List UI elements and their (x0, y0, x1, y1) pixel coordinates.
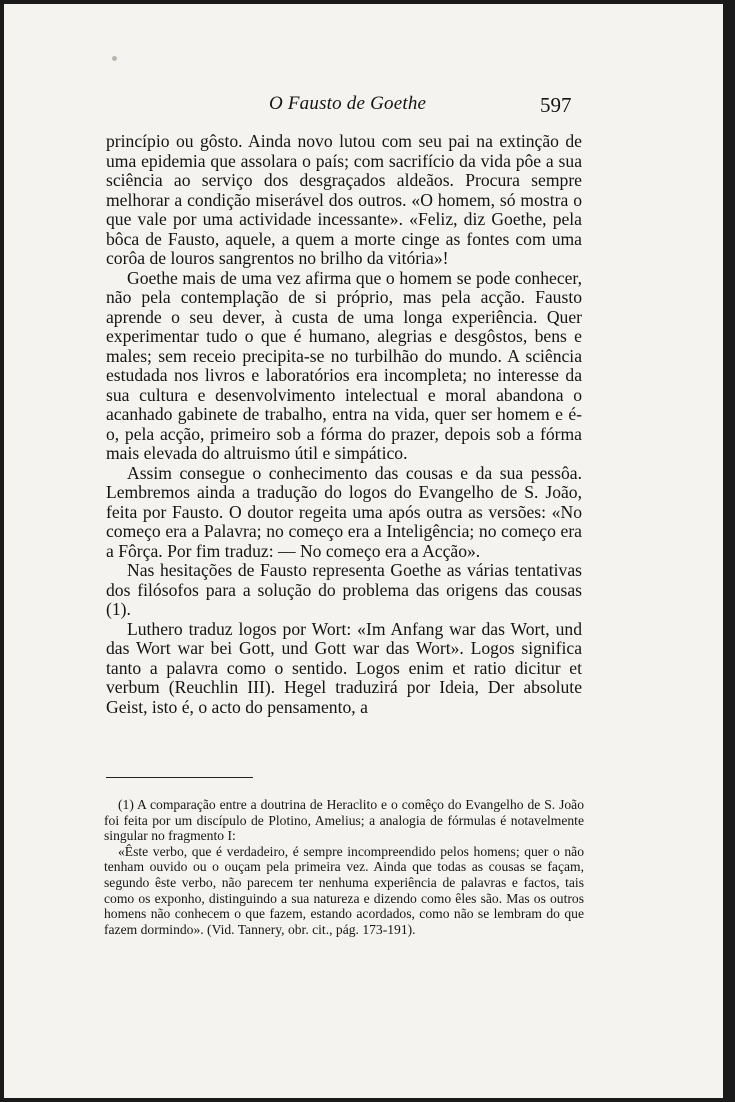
footnote: (1) A comparação entre a doutrina de Heraclito e o comêço do Evangelho de S. João foi feita por um discípulo de Plotino, Amelius; a analogia de fórmulas é notavelmente singular no fragmento I: (104, 797, 584, 844)
running-title: O Fausto de Goethe (269, 93, 427, 114)
running-head (0, 93, 735, 119)
paper-speck (112, 56, 117, 61)
paragraph: Goethe mais de uma vez afirma que o homem se pode conhecer, não pela contemplação de si próprio, mas pela acção. Fausto aprende o seu dever, à custa de uma longa experiência. Quer experimentar tudo o que é humano, alegrias e desgôstos, bens e males; sem receio precipita-se no turbilhão do mundo. A sciência estudada nos livros e laboratórios era incompleta; no interesse da sua cultura e desenvolvimento intelectual e moral abandona o acanhado gabinete de trabalho, entra na vida, quer ser homem e é-o, pela acção, primeiro sob a fórma do prazer, depois sob a fórma mais elevada do altruismo útil e simpático. (106, 267, 582, 463)
footnotes (104, 797, 584, 937)
footnote-rule (106, 777, 253, 778)
paragraph: Nas hesitações de Fausto representa Goethe as várias tentativas dos filósofos para a solução do problema das origens das cousas (1). (106, 560, 582, 619)
paragraph: Luthero traduz logos por Wort: «Im Anfang war das Wort, und das Wort war bei Gott, und Gott war das Wort». Logos significa tanto a palavra como o sentido. Logos enim et ratio dicitur et verbum (Reuchlin III). Hegel traduzirá por Ideia, Der absolute Geist, isto é, o acto do pensamento, a (106, 618, 582, 717)
paragraph: princípio ou gôsto. Ainda novo lutou com seu pai na extinção de uma epidemia que assolara o país; com sacrifício da vida pôe a sua sciência ao serviço dos desgraçados aldeãos. Procura sempre melhorar a condição miserável dos outros. «O homem, só mostra o que vale por uma actividade incessante». «Feliz, diz Goethe, pela bôca de Fausto, aquele, a quem a morte cinge as fontes com uma corôa de louros sangrentos no brilho da vitória»! (106, 131, 582, 268)
paragraph: Assim consegue o conhecimento das cousas e da sua pessôa. Lembremos ainda a tradução do logos do Evangelho de S. João, feita por Fausto. O doutor regeita uma após outra as versões: «No começo era a Palavra; no começo era a Inteligência; no começo era a Fôrça. Por fim traduz: — No começo era a Acção». (106, 462, 582, 561)
footnote-quote: «Êste verbo, que é verdadeiro, é sempre incompreendido pelos homens; quer o não tenham ouvido ou o ouçam pela primeira vez. Ainda que todas as cousas se façam, segundo êste verbo, não parecem ter nenhuma experiência de palavras e factos, tais como os exponho, distinguindo a sua natureza e dizendo como êles são. Mas os outros homens não conhecem o que fazem, estando acordados, como não se lembram do que fazem dormindo». (Vid. Tannery, obr. cit., pág. 173-191). (104, 843, 584, 937)
page-number: 597 (540, 93, 572, 117)
body-text (106, 132, 582, 717)
